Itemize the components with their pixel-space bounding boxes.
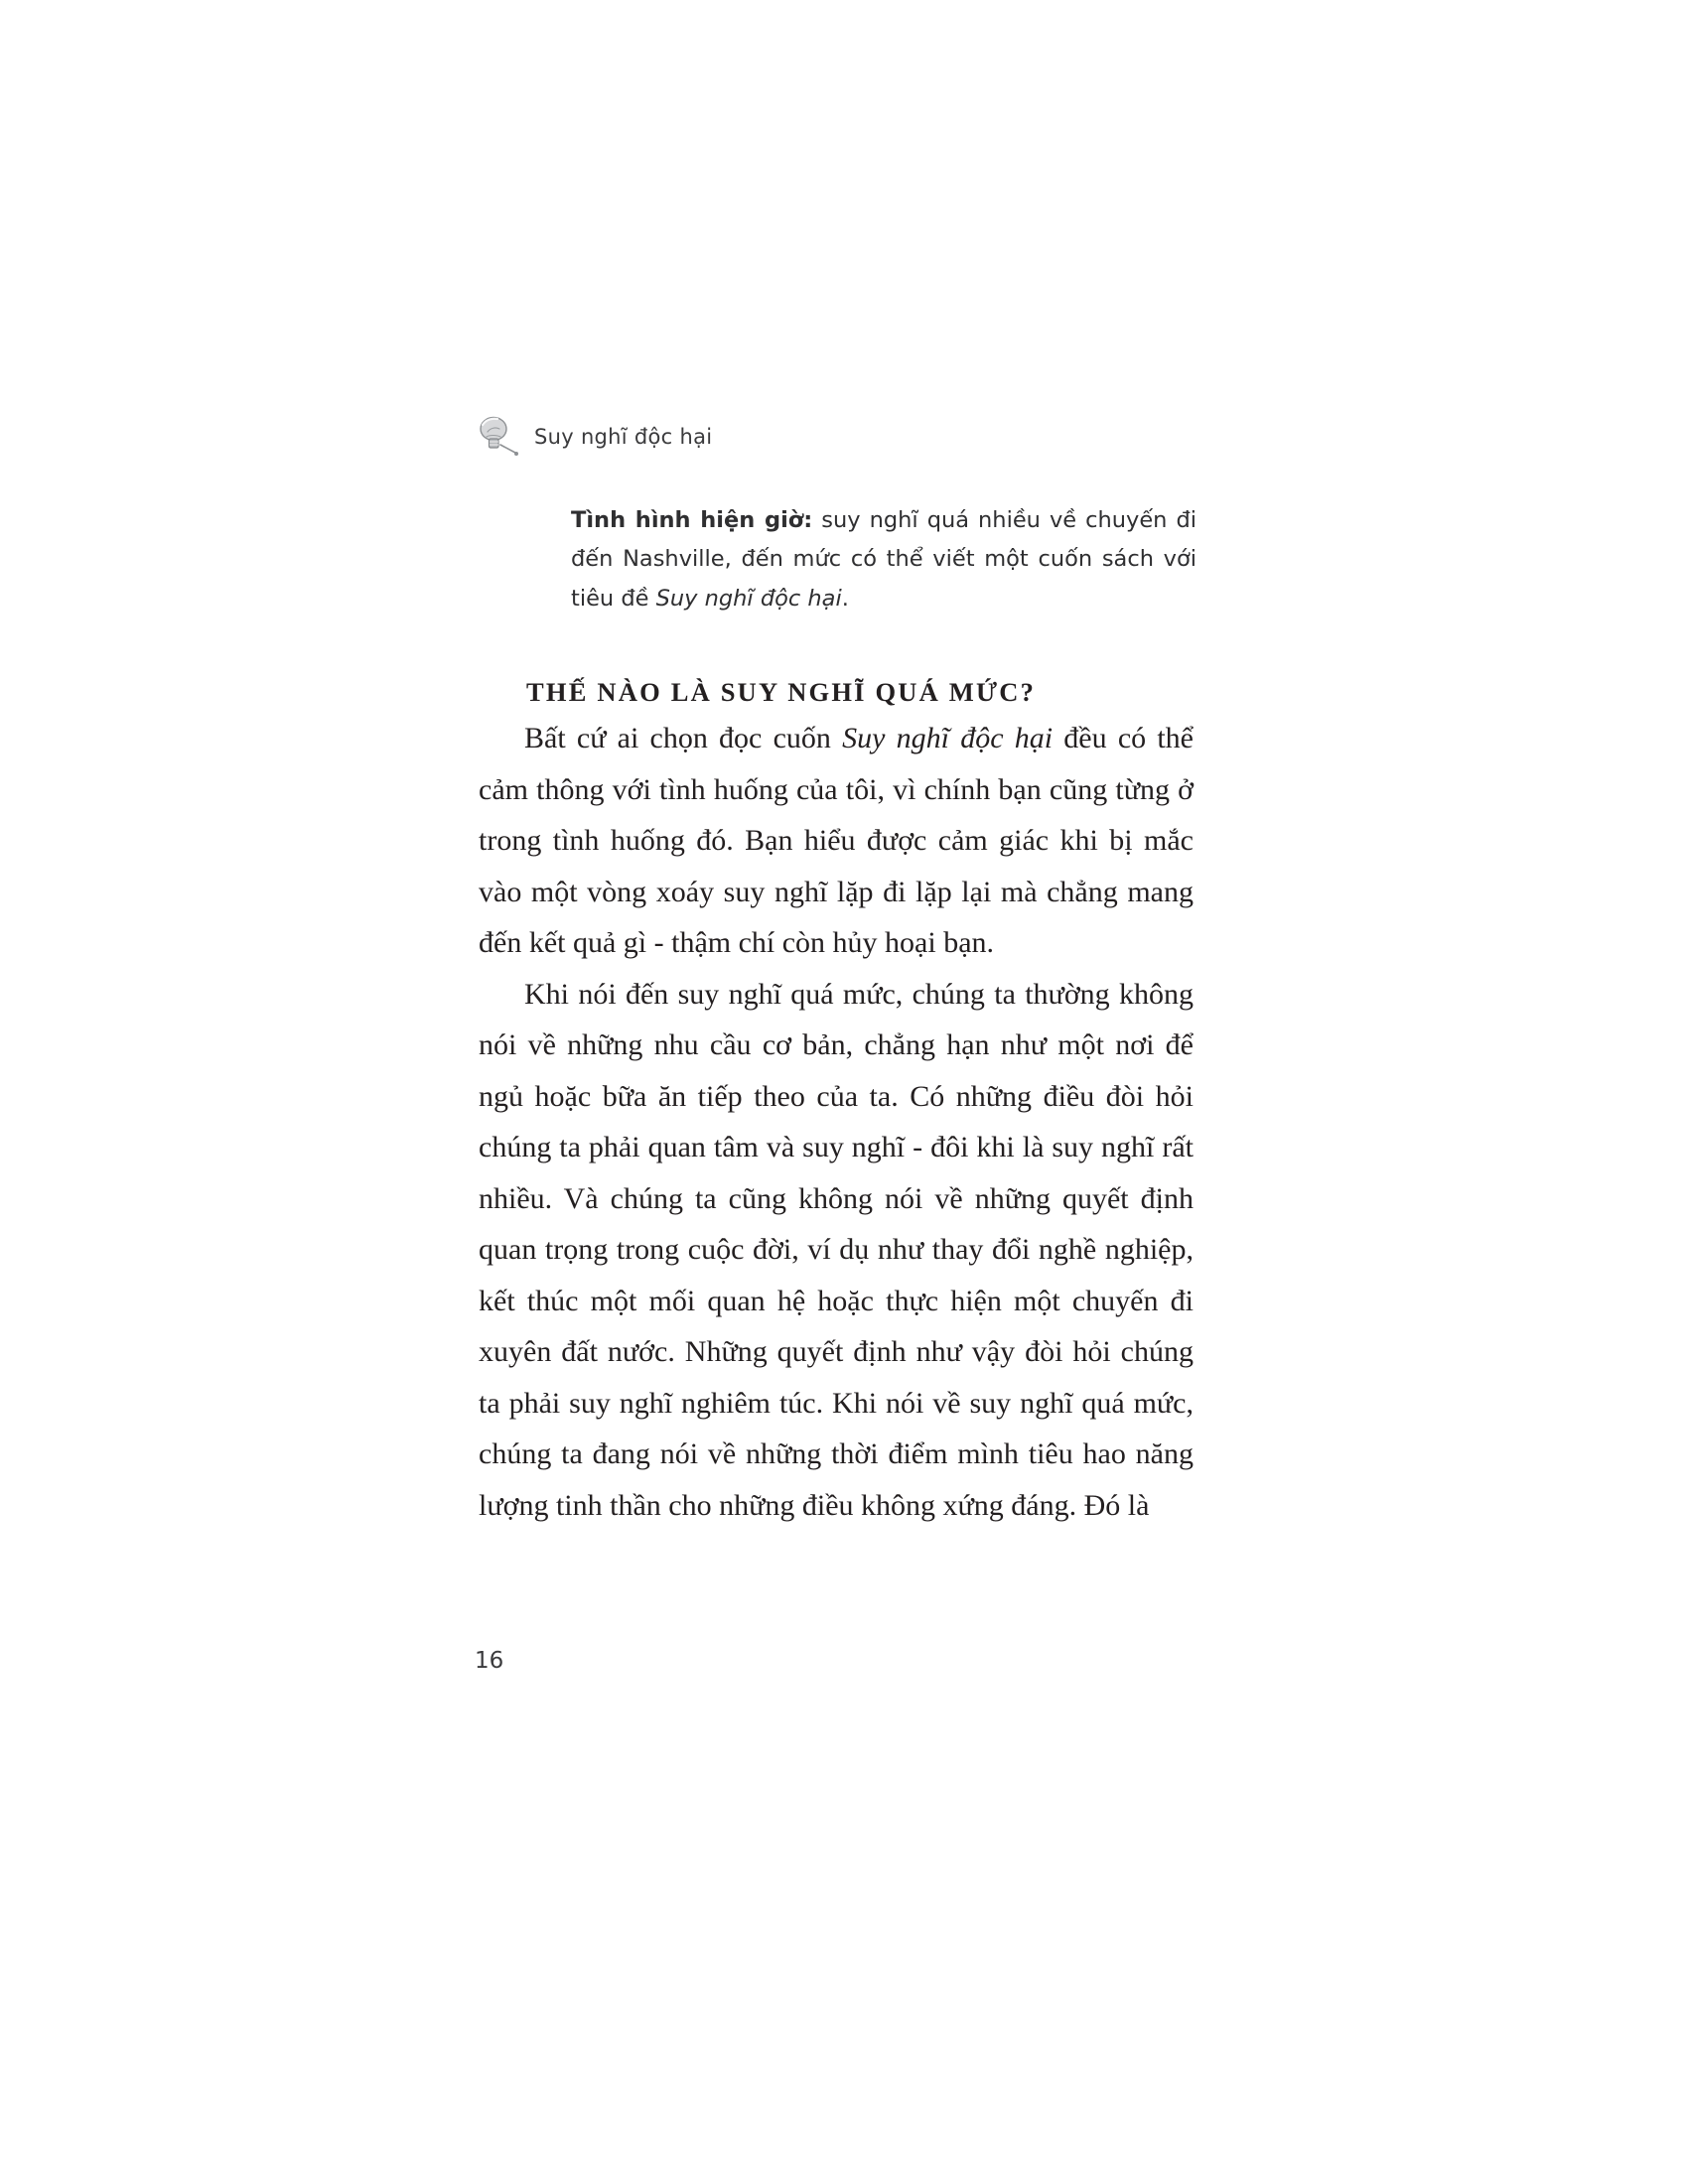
- callout-text-after: .: [841, 585, 849, 612]
- paragraph-1-part-1: Bất cứ ai chọn đọc cuốn: [524, 722, 843, 754]
- callout-label: Tình hình hiện giờ:: [571, 507, 813, 533]
- lightbulb-brain-icon: [475, 415, 520, 459]
- callout-book-title: Suy nghĩ độc hại: [655, 585, 842, 612]
- paragraph-1: [479, 713, 1194, 969]
- callout-text-before: suy nghĩ quá nhiều về chuyến đi đến Nashville, đến mức có thể viết một cuốn sách với tiêu đề: [571, 507, 1196, 612]
- paragraph-1-book-title: Suy nghĩ độc hại: [842, 722, 1054, 754]
- page-number: 16: [475, 1648, 504, 1674]
- section-heading: THẾ NÀO LÀ SUY NGHĨ QUÁ MỨC?: [526, 676, 1037, 707]
- status-callout: [571, 501, 1196, 618]
- body-text: [479, 713, 1194, 1531]
- running-header: [475, 415, 712, 459]
- paragraph-2: Khi nói đến suy nghĩ quá mức, chúng ta thường không nói về những nhu cầu cơ bản, chẳng hạn như một nơi để ngủ hoặc bữa ăn tiếp theo của ta. Có những điều đòi hỏi chúng ta phải quan tâm và suy nghĩ - đôi khi là suy nghĩ rất nhiều. Và chúng ta cũng không nói về những quyết định quan trọng trong cuộc đời, ví dụ như thay đổi nghề nghiệp, kết thúc một mối quan hệ hoặc thực hiện một chuyến đi xuyên đất nước. Những quyết định như vậy đòi hỏi chúng ta phải suy nghĩ nghiêm túc. Khi nói về suy nghĩ quá mức, chúng ta đang nói về những thời điểm mình tiêu hao năng lượng tinh thần cho những điều không xứng đáng. Đó là: [479, 977, 1194, 1522]
- running-header-title: Suy nghĩ độc hại: [534, 425, 713, 449]
- paragraph-1-part-2: đều có thể cảm thông với tình huống của tôi, vì chính bạn cũng từng ở trong tình huống đó. Bạn hiểu được cảm giác khi bị mắc vào một vòng xoáy suy nghĩ lặp đi lặp lại mà chẳng mang đến kết quả gì - thậm chí còn hủy hoại bạn.: [479, 722, 1195, 959]
